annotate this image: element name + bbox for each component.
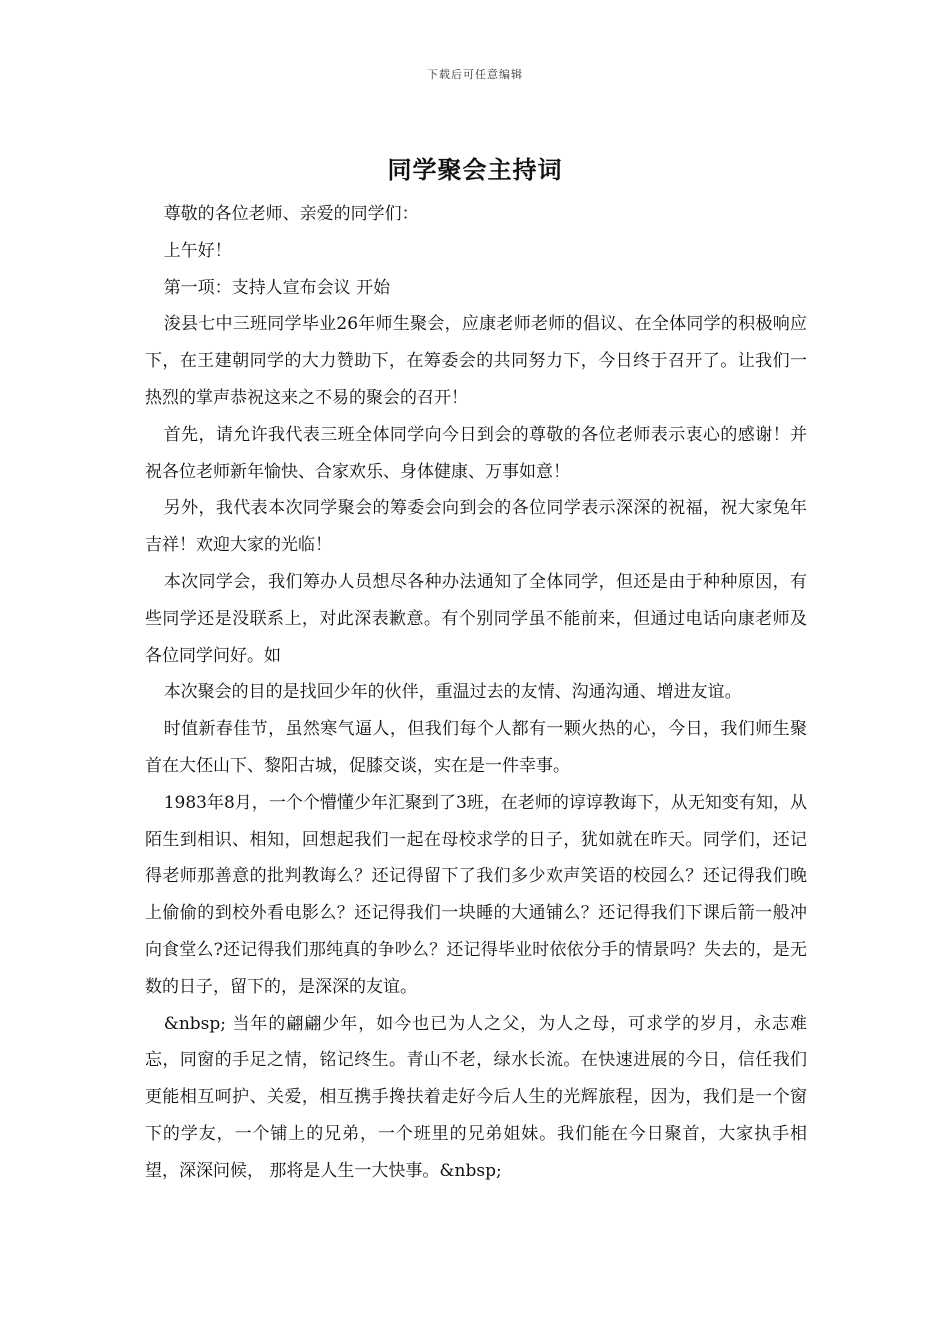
paragraph: 尊敬的各位老师、亲爱的同学们： bbox=[163, 204, 419, 224]
paragraph: 浚县七中三班同学毕业26年师生聚会，应康老师老师的倡议、在全体同学的积极响应下，在王建朝同学的大力赞助下，在筹委会的共同努力下，今日终于召开了。让我们一热烈的掌声恭祝这来之不易的聚会的召开！ bbox=[145, 314, 807, 408]
document-title: 同学聚会主持词 bbox=[387, 155, 563, 184]
paragraph: 第一项：支持人宣布会议 开始 bbox=[163, 277, 391, 298]
paragraph: 时值新春佳节，虽然寒气逼人，但我们每个人都有一颗火热的心，今日，我们师生聚首在大伾山下、黎阳古城，促膝交谈，实在是一件幸事。 bbox=[145, 719, 807, 776]
paragraph: 本次同学会，我们筹办人员想尽各种办法通知了全体同学，但还是由于种种原因，有些同学还是没联系上，对此深表歉意。有个别同学虽不能前来，但通过电话向康老师及各位同学问好。如 bbox=[145, 571, 807, 666]
paragraph: 首先，请允许我代表三班全体同学向今日到会的尊敬的各位老师表示衷心的感谢！并祝各位老师新年愉快、合家欢乐、身体健康、万事如意！ bbox=[145, 424, 807, 482]
paragraph: 本次聚会的目的是找回少年的伙伴，重温过去的友情、沟通沟通、增进友谊。 bbox=[163, 682, 742, 703]
paragraph: 1983年8月，一个个懵懂少年汇聚到了3班，在老师的谆谆教诲下，从无知变有知，从陌生到相识、相知，回想起我们一起在母校求学的日子，犹如就在昨天。同学们，还记得老师那善意的批判教诲么？还记得留下了我们多少欢声笑语的校园么？还记得我们晚上偷偷的到校外看电影么？还记得我们一块睡的大通铺么？还记得我们下课后箭一般冲向食堂么?还记得我们那纯真的争吵么？还记得毕业时依依分手的情景吗？失去的，是无数的日子，留下的，是深深的友谊。 bbox=[145, 792, 807, 997]
paragraph: 另外，我代表本次同学聚会的筹委会向到会的各位同学表示深深的祝福，祝大家兔年吉祥！欢迎大家的光临！ bbox=[145, 498, 807, 556]
document-body bbox=[145, 196, 807, 1190]
header-note: 下载后可任意编辑 bbox=[427, 68, 523, 81]
paragraph: &nbsp; 当年的翩翩少年，如今也已为人之父，为人之母，可求学的岁月，永志难忘，同窗的手足之情，铭记终生。青山不老，绿水长流。在快速进展的今日，信任我们更能相互呵护、关爱，相互携手搀扶着走好今后人生的光辉旅程，因为，我们是一个窗下的学友，一个铺上的兄弟，一个班里的兄弟姐妹。我们能在今日聚首，大家执手相望，深深问候， 那将是人生一大快事。&nbsp; bbox=[145, 1013, 807, 1181]
paragraph: 上午好！ bbox=[163, 240, 232, 261]
